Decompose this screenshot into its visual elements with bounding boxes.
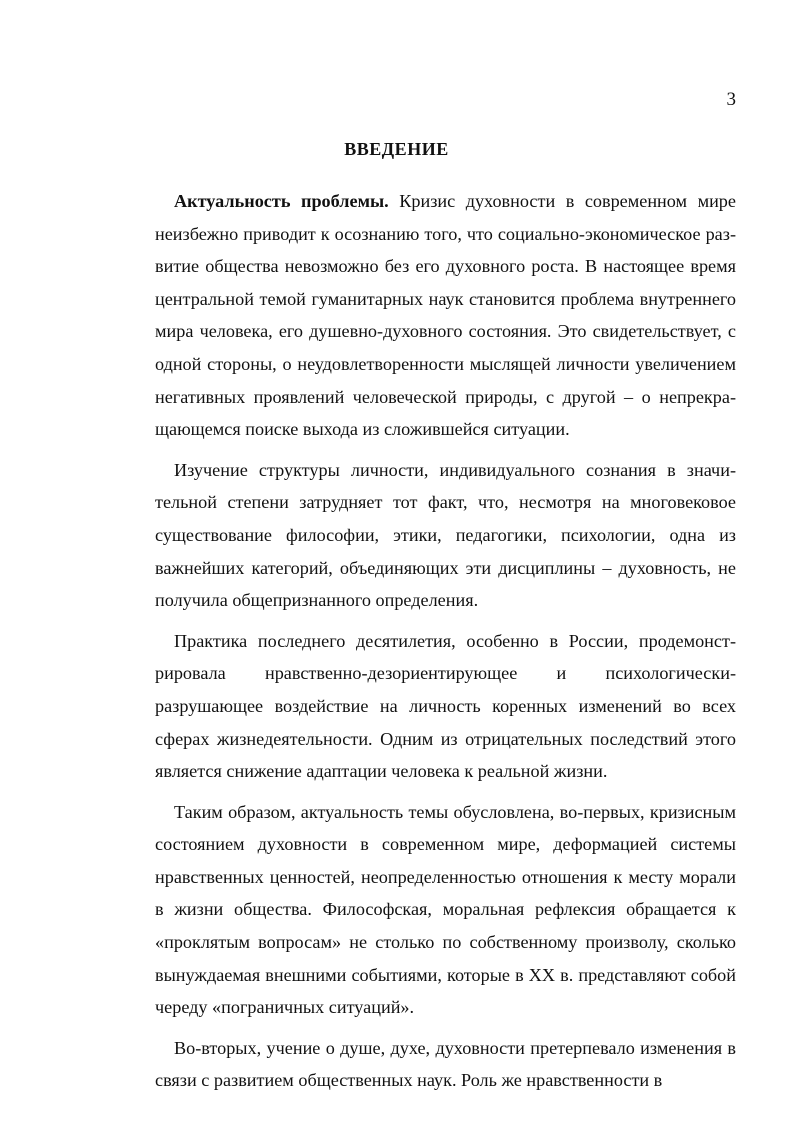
paragraph-practice: Практика последнего десятилетия, особенно в России, продемонстрировала нравственно-дезориентирующее и психологически-разрушающее воздействие на личность коренных изменений во всех сферах жизнедеятельности. Одним из отрицательных последствий этого является снижение адаптации человека к реальной жизни.	[155, 630, 736, 782]
body-text	[155, 185, 736, 1105]
paragraph-lead: Актуальность проблемы.	[174, 191, 389, 211]
paragraph-text: Кризис духовности в современном мире неизбежно приводит к осознанию того, что социально-экономическое развитие общества невозможно без его духовного роста. В настоящее время центральной темой гуманитарных наук становится проблема внутреннего мира человека, его душевно-духовного состояния. Это свидетельствует, с одной стороны, о неудовлетворенности мыслящей личности увеличением негативных проявлений человеческой природы, с другой – о непрекращающемся поиске выхода из сложившейся ситуации.	[155, 191, 736, 440]
section-heading: ВВЕДЕНИЕ	[344, 139, 449, 159]
paragraph-relevance	[155, 185, 736, 446]
paragraph-personality-study: Изучение структуры личности, индивидуального сознания в значительной степени затрудняет тот факт, что, несмотря на многовековое существование философии, этики, педагогики, психологии, одна из важнейших категорий, объединяющих эти дисциплины – духовность, не получила общепризнанного определения.	[155, 459, 736, 611]
page-number: 3	[726, 89, 736, 110]
paragraph-firstly: Таким образом, актуальность темы обусловлена, во-первых, кризисным состоянием духовности в современном мире, деформацией системы нравственных ценностей, неопределенностью отношения к месту морали в жизни общества. Философская, моральная рефлексия обращается к «проклятым вопросам» не столько по собственному произволу, сколько вынуждаемая внешними событиями, которые в XX в. представляют собой череду «пограничных ситуаций».	[155, 801, 736, 1018]
paragraph-secondly: Во-вторых, учение о душе, духе, духовности претерпевало изменения в связи с развитием общественных наук. Роль же нравственности в	[155, 1037, 736, 1091]
